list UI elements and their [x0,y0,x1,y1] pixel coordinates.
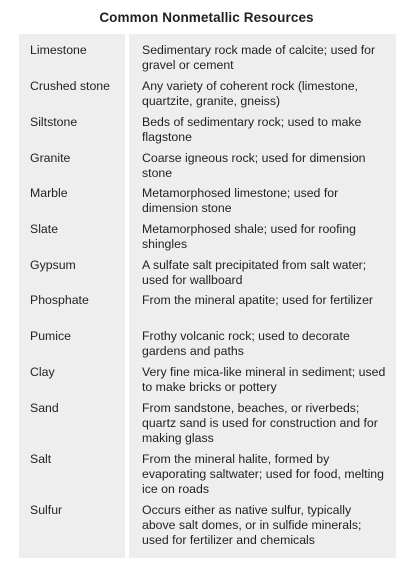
resource-name: Siltstone [30,115,78,129]
resource-name: Clay [30,365,55,379]
resource-description: Metamorphosed shale; used for roofing shingles [142,222,356,252]
resource-name: Phosphate [30,293,89,307]
resource-name: Crushed stone [30,79,110,93]
resource-description: Coarse igneous rock; used for dimension stone [142,151,366,181]
table-title: Common Nonmetallic Resources [99,10,314,25]
resource-description: From sandstone, beaches, or riverbeds; quartz sand is used for construction and for making glass [142,401,378,446]
resource-name: Gypsum [30,258,76,272]
resource-description: From the mineral halite, formed by evaporating saltwater; used for food, melting ice on roads [142,452,384,497]
resource-description: Any variety of coherent rock (limestone, quartzite, granite, gneiss) [142,79,358,109]
resource-name: Limestone [30,43,87,57]
resource-description: A sulfate salt precipitated from salt water; used for wallboard [142,258,367,288]
resource-description: Metamorphosed limestone; used for dimension stone [142,186,339,216]
resource-name: Salt [30,452,52,466]
resource-description: From the mineral apatite; used for fertilizer [142,293,373,307]
resource-description: Very fine mica-like mineral in sediment; used to make bricks or pottery [142,365,386,395]
resource-description: Beds of sedimentary rock; used to make flagstone [142,115,362,145]
resource-name: Pumice [30,329,72,343]
resource-description: Sedimentary rock made of calcite; used for gravel or cement [142,43,376,73]
resource-name: Sulfur [30,503,63,517]
resource-description: Frothy volcanic rock; used to decorate gardens and paths [142,329,350,359]
resources-table [19,34,396,558]
resource-name: Slate [30,222,59,236]
resource-description: Occurs either as native sulfur, typically above salt domes, or in sulfide minerals; used for fertilizer and chemicals [142,503,362,548]
resource-name: Marble [30,186,68,200]
resource-name: Sand [30,401,59,415]
resource-name: Granite [30,151,71,165]
column-divider [125,34,129,558]
